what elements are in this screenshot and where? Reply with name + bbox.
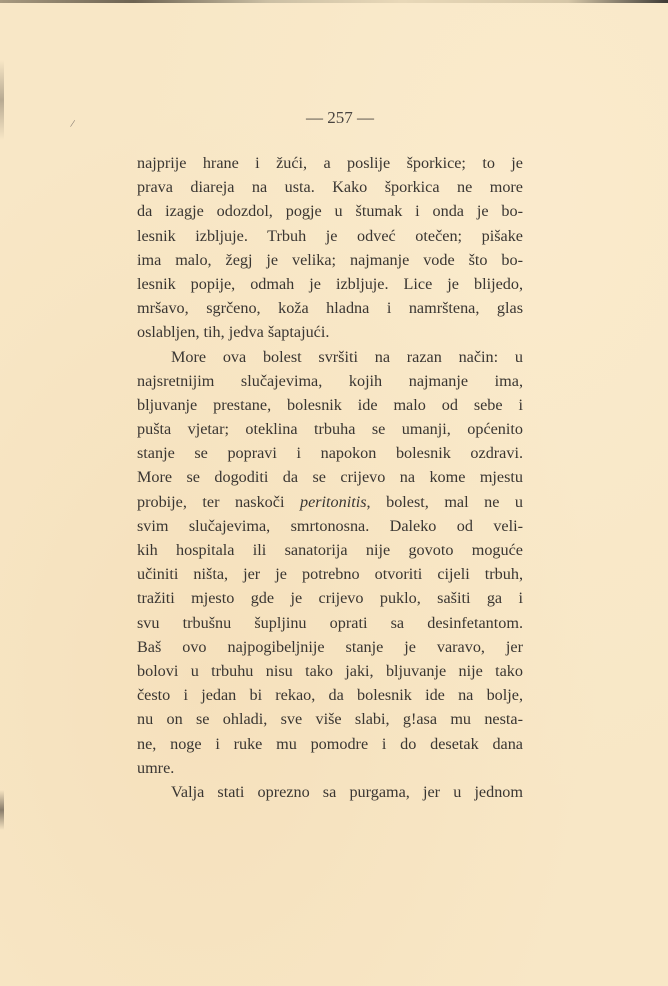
text-line: bljuvanje prestane, bolesnik ide malo od sebe i — [137, 395, 523, 414]
text-line: tražiti mjesto gde je crijevo puklo, sašiti ga i — [137, 589, 523, 608]
text-line: stanje se popravi i napokon bolesnik ozdravi. — [137, 444, 523, 463]
paragraph-3 — [137, 780, 523, 804]
text-line: umre. — [137, 758, 175, 777]
text-line: ima malo, žegj je velika; najmanje vode što bo- — [137, 250, 523, 269]
text-line: lesnik popije, odmah je izbljuje. Lice je blijedo, — [137, 274, 523, 293]
text-line: oslabljen, tih, jedva šaptajući. — [137, 323, 330, 342]
text-line: prava diareja na usta. Kako šporkica ne more — [137, 178, 523, 197]
text-line: Valja stati oprezno sa purgama, jer u jednom — [171, 782, 523, 801]
text-line: bolovi u trbuhu nisu tako jaki, bljuvanje nije tako — [137, 661, 523, 680]
text-line: da izagje odozdol, pogje u štumak i onda je bo- — [137, 202, 523, 221]
italic-term: peritonitis — [299, 492, 367, 511]
text-line: učiniti ništa, jer je potrebno otvoriti cijeli trbuh, — [137, 565, 523, 584]
page-left-edge-shadow — [0, 60, 4, 140]
text-line: ne, noge i ruke mu pomodre i do desetak dana — [137, 734, 523, 753]
text-line: svu trbušnu šupljinu oprati sa desinfetantom. — [137, 613, 523, 632]
page-number: — 257 — — [306, 108, 374, 127]
body-text — [137, 151, 523, 804]
page-top-edge — [0, 0, 668, 3]
text-line: najsretnijim slučajevima, kojih najmanje ima, — [137, 371, 523, 390]
text-line: mršavo, sgrčeno, koža hladna i namrštena, glas — [137, 299, 523, 318]
page-left-edge-mark — [0, 790, 4, 830]
text-line: najprije hrane i žući, a poslije šporkice; to je — [137, 154, 523, 172]
text-line: nu on se ohladi, sve više slabi, g!asa mu nesta- — [137, 710, 523, 729]
text-segment: , bolest, mal ne u — [366, 492, 523, 511]
text-segment: probije, ter naskoči — [137, 492, 300, 511]
text-line: Baš ovo najpogibeljnije stanje je varavo, jer — [137, 637, 523, 656]
text-line: kih hospitala ili sanatorija nije govoto moguće — [137, 541, 523, 559]
text-line: pušta vjetar; oteklina trbuha se umanji, općenito — [137, 420, 523, 439]
paragraph-2 — [137, 345, 523, 780]
text-line: More ova bolest svršiti na razan način: u — [171, 347, 523, 366]
text-line: često i jedan bi rekao, da bolesnik ide na bolje, — [137, 686, 523, 705]
text-line: More se dogoditi da se crijevo na kome mjestu — [137, 468, 523, 487]
text-line-with-italic — [137, 490, 523, 514]
text-line: lesnik izbljuje. Trbuh je odveć otečen; pišake — [137, 226, 523, 245]
stray-pencil-mark: / — [69, 117, 76, 131]
paragraph-1 — [137, 151, 523, 345]
text-line: svim slučajevima, smrtonosna. Daleko od veli- — [137, 516, 523, 535]
